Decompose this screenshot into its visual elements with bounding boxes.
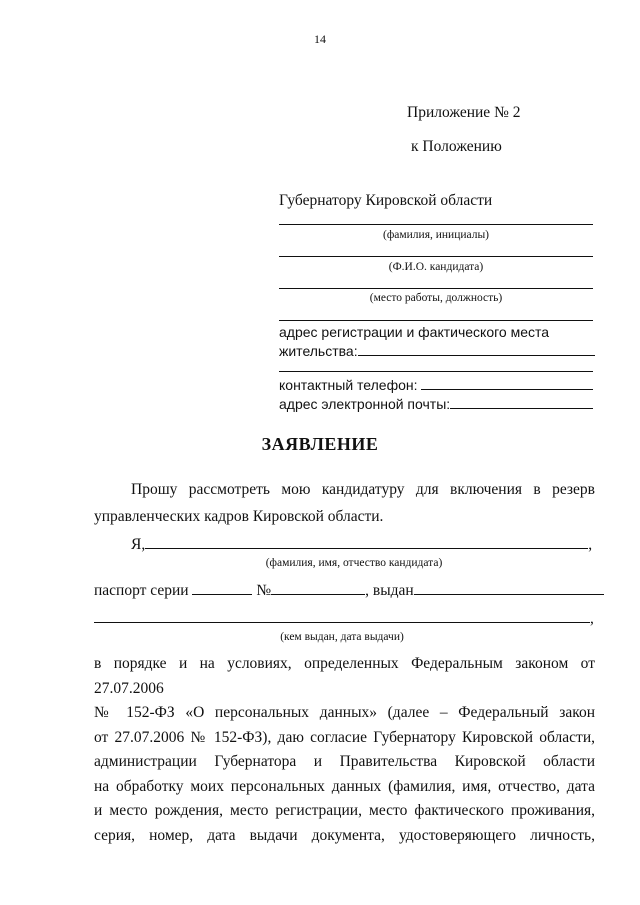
surname-line[interactable] bbox=[279, 224, 593, 225]
issued-field[interactable] bbox=[414, 580, 604, 595]
residence-line-2[interactable] bbox=[279, 371, 593, 372]
email-row bbox=[279, 394, 593, 412]
addressee-governor: Губернатору Кировской области bbox=[279, 192, 493, 209]
address-label: адрес регистрации и фактического места bbox=[279, 324, 550, 340]
page-number: 14 bbox=[314, 32, 326, 46]
document-title: ЗАЯВЛЕНИЕ bbox=[261, 434, 379, 454]
issued-caption: (кем выдан, дата выдачи) bbox=[280, 631, 404, 643]
issued-field-2[interactable] bbox=[94, 608, 590, 623]
i-label: Я, bbox=[131, 536, 146, 553]
residence-row bbox=[279, 341, 595, 359]
work-caption: (место работы, должность) bbox=[369, 292, 503, 304]
phone-label: контактный телефон: bbox=[279, 377, 418, 393]
passport-series-label: паспорт серии bbox=[94, 582, 189, 599]
phone-row bbox=[279, 375, 593, 393]
residence-field[interactable] bbox=[358, 341, 595, 356]
consent-line: от 27.07.2006 № 152-ФЗ), даю согласие Губернатору Кировской области, bbox=[94, 728, 595, 746]
consent-line: и место рождения, место регистрации, место фактического проживания, bbox=[94, 802, 595, 819]
consent-line: на обработку моих персональных данных (фамилия, имя, отчество, дата bbox=[94, 777, 595, 795]
fio-caption: (Ф.И.О. кандидата) bbox=[388, 261, 484, 273]
candidate-name-field[interactable] bbox=[145, 534, 588, 549]
issued-row-2 bbox=[94, 607, 594, 632]
phone-field[interactable] bbox=[421, 375, 593, 390]
request-line-1: Прошу рассмотреть мою кандидатуру для включения в резерв bbox=[131, 481, 595, 498]
issued-label: , выдан bbox=[365, 582, 414, 599]
fio-line[interactable] bbox=[279, 256, 593, 257]
email-label: адрес электронной почты: bbox=[279, 396, 451, 412]
work-line-2[interactable] bbox=[279, 320, 593, 321]
passport-series-field[interactable] bbox=[192, 580, 252, 595]
passport-row bbox=[94, 579, 604, 604]
issued-comma: , bbox=[590, 610, 594, 627]
consent-line: серия, номер, дата выдачи документа, удостоверяющего личность, bbox=[94, 826, 595, 844]
number-sign: № bbox=[256, 582, 272, 599]
work-line[interactable] bbox=[279, 288, 593, 289]
passport-number-field[interactable] bbox=[271, 580, 365, 595]
appendix-number: Приложение № 2 bbox=[407, 104, 521, 121]
candidate-caption: (фамилия, имя, отчество кандидата) bbox=[265, 557, 443, 569]
consent-line: администрации Губернатора и Правительства Кировской области bbox=[94, 753, 595, 770]
request-line-2: управленческих кадров Кировской области. bbox=[94, 508, 384, 525]
consent-paragraph bbox=[94, 652, 595, 848]
appendix-reference: к Положению bbox=[411, 138, 502, 155]
email-field[interactable] bbox=[450, 394, 593, 409]
residence-label: жительства: bbox=[279, 343, 358, 359]
consent-line: № 152-ФЗ «О персональных данных» (далее – Федеральный закон bbox=[94, 704, 595, 721]
i-comma: , bbox=[588, 536, 593, 553]
i-row bbox=[131, 533, 592, 558]
surname-caption: (фамилия, инициалы) bbox=[382, 229, 490, 241]
consent-line: в порядке и на условиях, определенных Федеральным законом от 27.07.2006 bbox=[94, 655, 595, 697]
